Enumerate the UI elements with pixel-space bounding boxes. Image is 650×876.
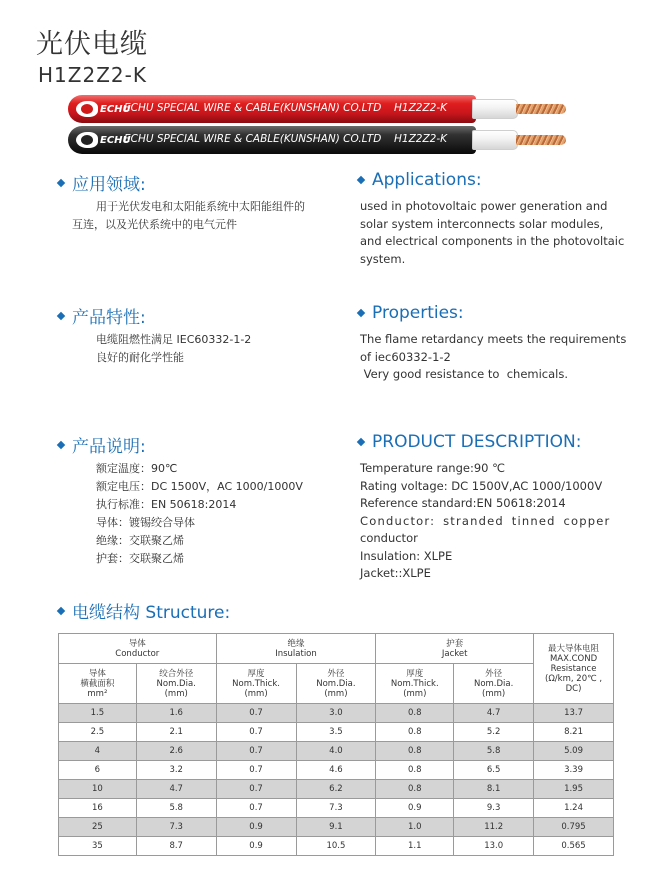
table-cell: 16 bbox=[59, 799, 137, 818]
subheader-insulation-dia: 外径 Nom.Dia. (mm) bbox=[296, 664, 376, 704]
table-cell: 8.7 bbox=[136, 837, 216, 856]
table-cell: 0.7 bbox=[216, 742, 296, 761]
table-cell: 6 bbox=[59, 761, 137, 780]
diamond-bullet-icon bbox=[357, 438, 365, 446]
diamond-bullet-icon bbox=[357, 309, 365, 317]
table-cell: 3.2 bbox=[136, 761, 216, 780]
table-cell: 4.6 bbox=[296, 761, 376, 780]
table-cell: 4.7 bbox=[136, 780, 216, 799]
copper-conductor bbox=[516, 104, 566, 114]
table-cell: 5.8 bbox=[454, 742, 534, 761]
description-text-en: Temperature range:90 ℃ Rating voltage: DC 1500V,AC 1000/1000V Reference standard:EN 50618:2014 Conductor: stranded tinned copper conductor Insulation: XLPE Jacket::XLPE bbox=[360, 461, 611, 580]
table-cell: 5.8 bbox=[136, 799, 216, 818]
table-row bbox=[59, 780, 614, 799]
table-row bbox=[59, 837, 614, 856]
properties-text-en: The flame retardancy meets the requirements of iec60332-1-2 Very good resistance to chemicals. bbox=[360, 332, 627, 381]
table-cell: 0.8 bbox=[376, 704, 454, 723]
table-cell: 11.2 bbox=[454, 818, 534, 837]
diamond-bullet-icon bbox=[57, 311, 65, 319]
table-cell: 1.95 bbox=[534, 780, 614, 799]
properties-heading-cn: 产品特性: bbox=[58, 303, 146, 328]
table-row bbox=[59, 742, 614, 761]
logo-mark-icon bbox=[76, 132, 98, 148]
cable-insulation bbox=[472, 99, 518, 119]
table-cell: 2.1 bbox=[136, 723, 216, 742]
table-cell: 2.5 bbox=[59, 723, 137, 742]
properties-heading-en: Properties: bbox=[358, 303, 464, 323]
group-header-insulation: 绝缘 Insulation bbox=[216, 634, 376, 664]
page-title-cn: 光伏电缆 bbox=[36, 29, 148, 60]
table-cell: 0.7 bbox=[216, 780, 296, 799]
table-cell: 1.5 bbox=[59, 704, 137, 723]
table-cell: 4.7 bbox=[454, 704, 534, 723]
table-cell: 1.1 bbox=[376, 837, 454, 856]
cable-print-model: H1Z2Z2-K bbox=[394, 102, 447, 114]
table-cell: 4 bbox=[59, 742, 137, 761]
table-cell: 13.0 bbox=[454, 837, 534, 856]
structure-table bbox=[58, 633, 614, 856]
table-cell: 0.795 bbox=[534, 818, 614, 837]
table-cell: 8.1 bbox=[454, 780, 534, 799]
table-cell: 7.3 bbox=[296, 799, 376, 818]
logo-text: ECHU bbox=[100, 134, 131, 146]
table-cell: 8.21 bbox=[534, 723, 614, 742]
table-cell: 0.9 bbox=[216, 818, 296, 837]
table-row bbox=[59, 761, 614, 780]
copper-conductor bbox=[516, 135, 566, 145]
diamond-bullet-icon bbox=[57, 440, 65, 448]
table-cell: 6.2 bbox=[296, 780, 376, 799]
table-row bbox=[59, 818, 614, 837]
table-row bbox=[59, 704, 614, 723]
subheader-jacket-thick: 厚度 Nom.Thick. (mm) bbox=[376, 664, 454, 704]
table-cell: 3.5 bbox=[296, 723, 376, 742]
table-cell: 10.5 bbox=[296, 837, 376, 856]
table-cell: 6.5 bbox=[454, 761, 534, 780]
table-cell: 0.7 bbox=[216, 723, 296, 742]
cable-print-model: H1Z2Z2-K bbox=[394, 133, 447, 145]
subheader-insulation-thick: 厚度 Nom.Thick. (mm) bbox=[216, 664, 296, 704]
page-title-model: H1Z2Z2-K bbox=[38, 63, 147, 87]
applications-text-cn: 用于光伏发电和太阳能系统中太阳能组件的 互连，以及光伏系统中的电气元件 bbox=[72, 200, 305, 231]
table-cell: 9.1 bbox=[296, 818, 376, 837]
table-cell: 5.2 bbox=[454, 723, 534, 742]
diamond-bullet-icon bbox=[57, 606, 65, 614]
table-cell: 1.24 bbox=[534, 799, 614, 818]
echu-logo bbox=[76, 100, 131, 118]
table-row bbox=[59, 799, 614, 818]
cable-print-text: ECHU SPECIAL WIRE & CABLE(KUNSHAN) CO.LTD bbox=[124, 133, 382, 145]
logo-mark-icon bbox=[76, 101, 98, 117]
description-heading-en: PRODUCT DESCRIPTION: bbox=[358, 432, 581, 452]
logo-text: ECHU bbox=[100, 103, 131, 115]
table-cell: 1.6 bbox=[136, 704, 216, 723]
applications-heading-en: Applications: bbox=[358, 170, 482, 190]
table-cell: 4.0 bbox=[296, 742, 376, 761]
table-cell: 35 bbox=[59, 837, 137, 856]
cable-insulation bbox=[472, 130, 518, 150]
table-cell: 0.9 bbox=[216, 837, 296, 856]
description-heading-cn: 产品说明: bbox=[58, 432, 146, 457]
table-cell: 0.7 bbox=[216, 704, 296, 723]
table-cell: 0.8 bbox=[376, 723, 454, 742]
table-cell: 10 bbox=[59, 780, 137, 799]
structure-table-body bbox=[59, 704, 614, 856]
applications-heading-cn: 应用领域: bbox=[58, 170, 146, 195]
applications-text-en: used in photovoltaic power generation and solar system interconnects solar modules, and electrical components in the photovoltaic system. bbox=[360, 199, 625, 266]
table-cell: 13.7 bbox=[534, 704, 614, 723]
table-cell: 0.8 bbox=[376, 780, 454, 799]
description-text-cn: 额定温度：90℃ 额定电压：DC 1500V，AC 1000/1000V 执行标准：EN 50618:2014 导体：镀锡绞合导体 绝缘：交联聚乙烯 护套：交联聚乙烯 bbox=[96, 462, 303, 565]
subheader-jacket-dia: 外径 Nom.Dia. (mm) bbox=[454, 664, 534, 704]
properties-text-cn: 电缆阻燃性满足 IEC60332-1-2 良好的耐化学性能 bbox=[96, 333, 252, 364]
subheader-area: 导体 横截面积 mm² bbox=[59, 664, 137, 704]
diamond-bullet-icon bbox=[357, 176, 365, 184]
table-cell: 2.6 bbox=[136, 742, 216, 761]
echu-logo bbox=[76, 131, 131, 149]
table-cell: 1.0 bbox=[376, 818, 454, 837]
table-cell: 5.09 bbox=[534, 742, 614, 761]
table-cell: 0.565 bbox=[534, 837, 614, 856]
subheader-conductor-dia: 绞合外径 Nom.Dia. (mm) bbox=[136, 664, 216, 704]
table-row bbox=[59, 723, 614, 742]
table-cell: 0.7 bbox=[216, 799, 296, 818]
table-cell: 25 bbox=[59, 818, 137, 837]
table-cell: 9.3 bbox=[454, 799, 534, 818]
table-cell: 3.0 bbox=[296, 704, 376, 723]
cable-print-text: ECHU SPECIAL WIRE & CABLE(KUNSHAN) CO.LTD bbox=[124, 102, 382, 114]
table-cell: 7.3 bbox=[136, 818, 216, 837]
group-header-conductor: 导体 Conductor bbox=[59, 634, 217, 664]
structure-heading: 电缆结构 Structure: bbox=[58, 598, 230, 623]
diamond-bullet-icon bbox=[57, 178, 65, 186]
table-cell: 0.9 bbox=[376, 799, 454, 818]
table-cell: 0.8 bbox=[376, 761, 454, 780]
table-cell: 0.7 bbox=[216, 761, 296, 780]
header-max-resistance: 最大导体电阻 MAX.COND Resistance (Ω/km, 20℃ , DC) bbox=[534, 634, 614, 704]
group-header-jacket: 护套 Jacket bbox=[376, 634, 534, 664]
table-cell: 0.8 bbox=[376, 742, 454, 761]
table-cell: 3.39 bbox=[534, 761, 614, 780]
